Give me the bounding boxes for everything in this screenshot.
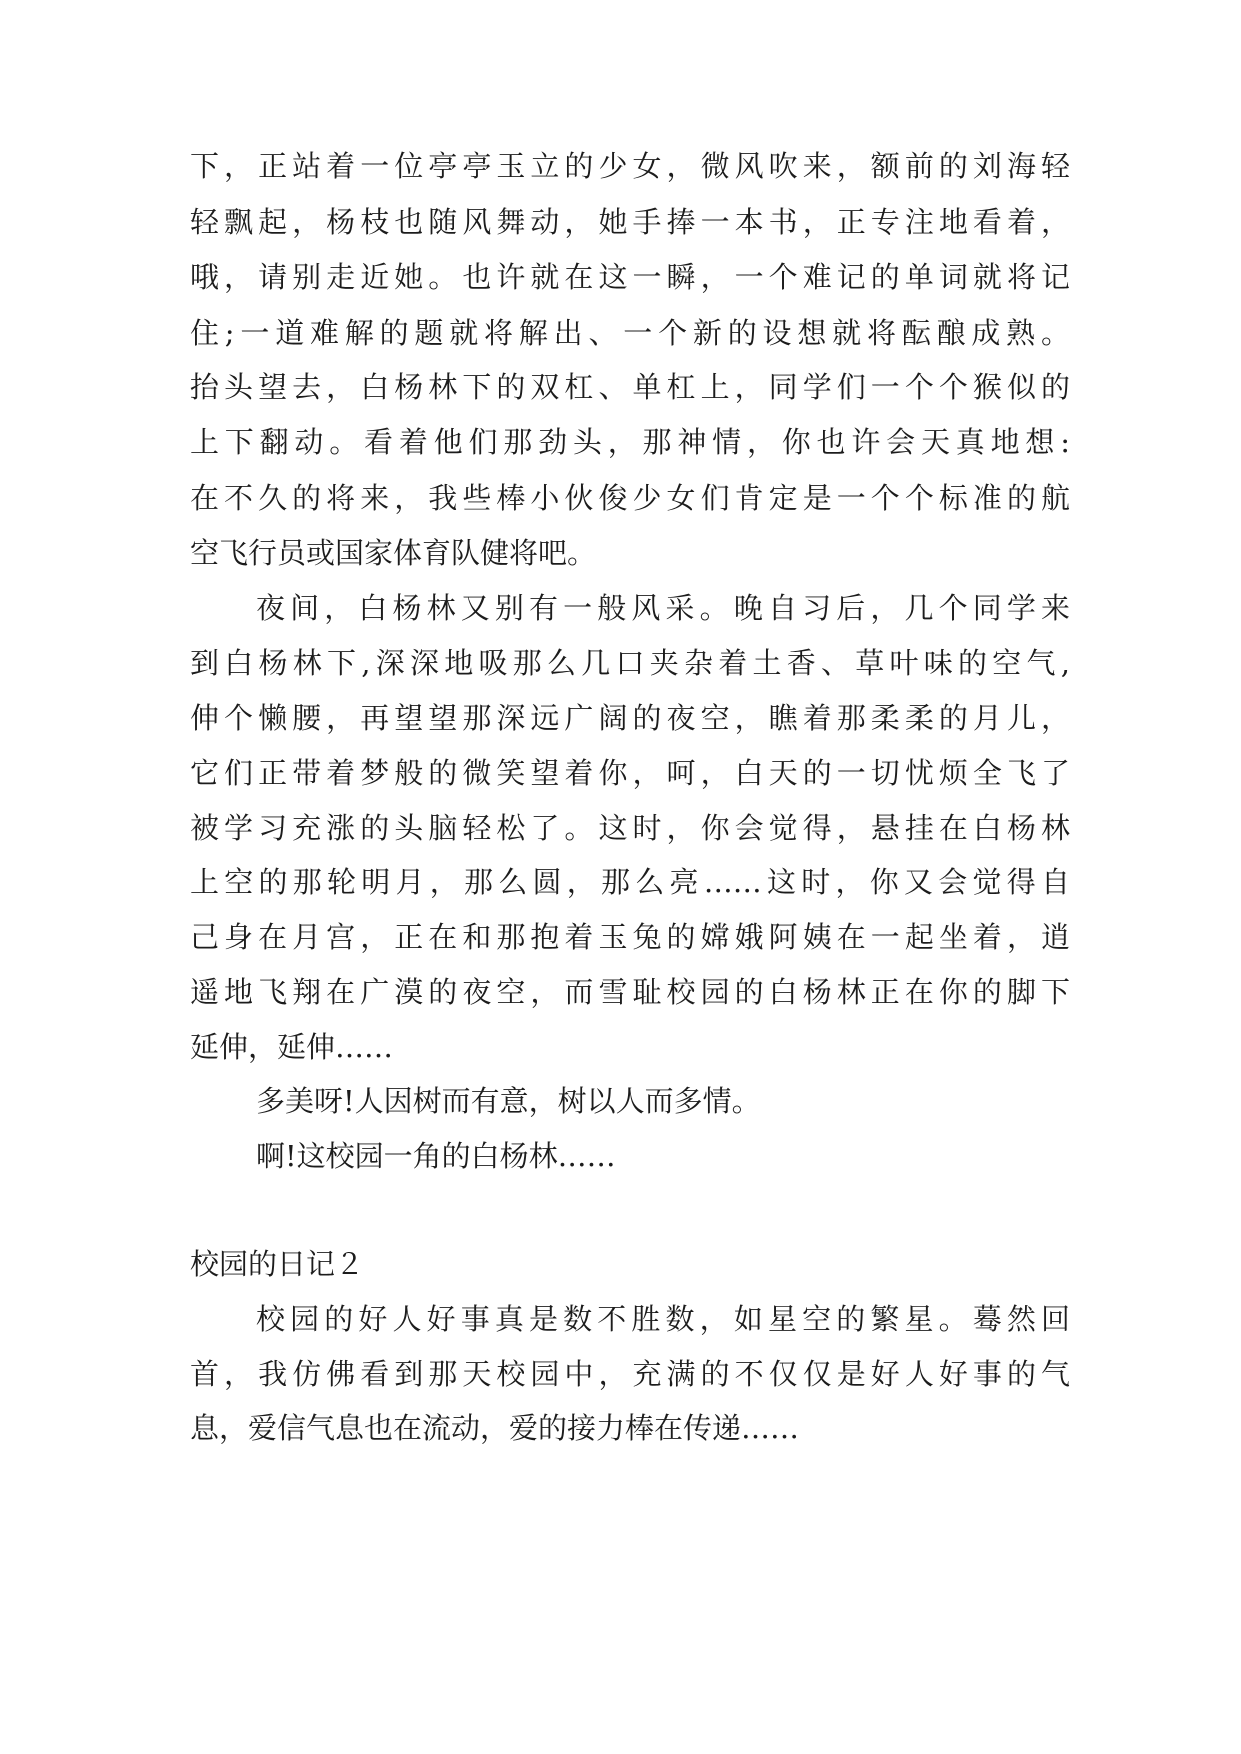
text-line: 下，正站着一位亭亭玉立的少女，微风吹来，额前的刘海轻	[190, 149, 1070, 183]
text-line: 上下翻动。看着他们那劲头，那神情，你也许会天真地想:	[190, 425, 1070, 459]
text-line: 多美呀!人因树而有意，树以人而多情。	[256, 1084, 761, 1118]
text-line: 在不久的将来，我些棒小伙俊少女们肯定是一个个标准的航	[190, 481, 1070, 515]
text-line: 遥地飞翔在广漠的夜空，而雪耻校园的白杨林正在你的脚下	[190, 975, 1070, 1009]
text-line: 夜间，白杨林又别有一般风采。晚自习后，几个同学来	[256, 591, 1070, 625]
text-line: 抬头望去，白杨林下的双杠、单杠上，同学们一个个猴似的	[190, 370, 1070, 404]
text-line: 伸个懒腰，再望望那深远广阔的夜空，瞧着那柔柔的月儿，	[190, 701, 1070, 735]
text-line: 到白杨林下,深深地吸那么几口夹杂着土香、草叶味的空气,	[190, 646, 1070, 680]
text-line: 己身在月宫，正在和那抱着玉兔的嫦娥阿姨在一起坐着，逍	[190, 920, 1070, 954]
text-line: 上空的那轮明月，那么圆，那么亮……这时，你又会觉得自	[190, 865, 1070, 899]
text-line: 啊!这校园一角的白杨林……	[256, 1139, 616, 1173]
text-line: 它们正带着梦般的微笑望着你，呵，白天的一切忧烦全飞了	[190, 756, 1070, 790]
text-line: 校园的好人好事真是数不胜数，如星空的繁星。蓦然回	[256, 1302, 1070, 1336]
text-line: 轻飘起，杨枝也随风舞动，她手捧一本书，正专注地看着，	[190, 205, 1070, 239]
text-line: 哦，请别走近她。也许就在这一瞬，一个难记的单词就将记	[190, 260, 1070, 294]
text-line: 住;一道难解的题就将解出、一个新的设想就将酝酿成熟。	[190, 316, 1070, 350]
text-line: 延伸，延伸……	[190, 1030, 394, 1064]
text-line: 空飞行员或国家体育队健将吧。	[190, 536, 597, 570]
section-title: 校园的日记２	[190, 1247, 365, 1281]
text-line: 被学习充涨的头脑轻松了。这时，你会觉得，悬挂在白杨林	[190, 811, 1070, 845]
text-line: 息，爱信气息也在流动，爱的接力棒在传递……	[190, 1411, 800, 1445]
text-line: 首，我仿佛看到那天校园中，充满的不仅仅是好人好事的气	[190, 1357, 1070, 1391]
